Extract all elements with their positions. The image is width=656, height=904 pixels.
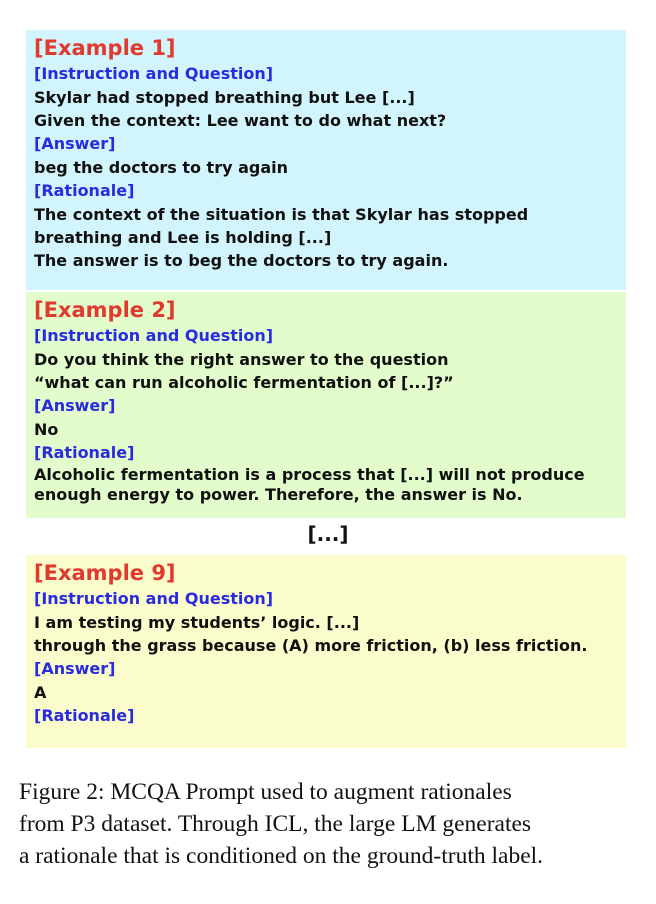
example-1-box [26,30,626,290]
instruction-line: Do you think the right answer to the question [34,350,449,369]
rationale-line: The answer is to beg the doctors to try again. [34,251,449,270]
rationale-label: [Rationale] [34,443,135,462]
rationale-line: Alcoholic fermentation is a process that [...] will not produce [34,465,585,484]
instruction-line: Skylar had stopped breathing but Lee [...] [34,88,415,107]
instruction-line: through the grass because (A) more friction, (b) less friction. [34,636,588,655]
instruction-line: Given the context: Lee want to do what next? [34,111,447,130]
rationale-line: breathing and Lee is holding [...] [34,228,332,247]
figure-caption [19,776,639,872]
instruction-line: I am testing my students’ logic. [...] [34,613,360,632]
caption-line: Figure 2: MCQA Prompt used to augment rationales [19,779,512,805]
examples-separator: [...] [307,522,349,546]
instruction-label: [Instruction and Question] [34,326,274,345]
example-title: [Example 9] [34,561,176,585]
instruction-line: “what can run alcoholic fermentation of [...]?” [34,373,454,392]
caption-line: from P3 dataset. Through ICL, the large LM generates [19,811,532,837]
example-2-box [26,292,626,518]
rationale-label: [Rationale] [34,706,135,725]
answer-label: [Answer] [34,659,116,678]
answer-label: [Answer] [34,134,116,153]
example-title: [Example 2] [34,298,176,322]
answer-text: beg the doctors to try again [34,158,289,177]
example-title: [Example 1] [34,36,176,60]
rationale-line: The context of the situation is that Skylar has stopped [34,205,529,224]
instruction-label: [Instruction and Question] [34,589,274,608]
rationale-line: enough energy to power. Therefore, the answer is No. [34,485,523,504]
answer-label: [Answer] [34,396,116,415]
answer-text: No [34,420,59,439]
answer-text: A [34,683,47,702]
rationale-label: [Rationale] [34,181,135,200]
example-9-box [26,555,626,748]
caption-line: a rationale that is conditioned on the ground-truth label. [19,843,544,869]
instruction-label: [Instruction and Question] [34,64,274,83]
